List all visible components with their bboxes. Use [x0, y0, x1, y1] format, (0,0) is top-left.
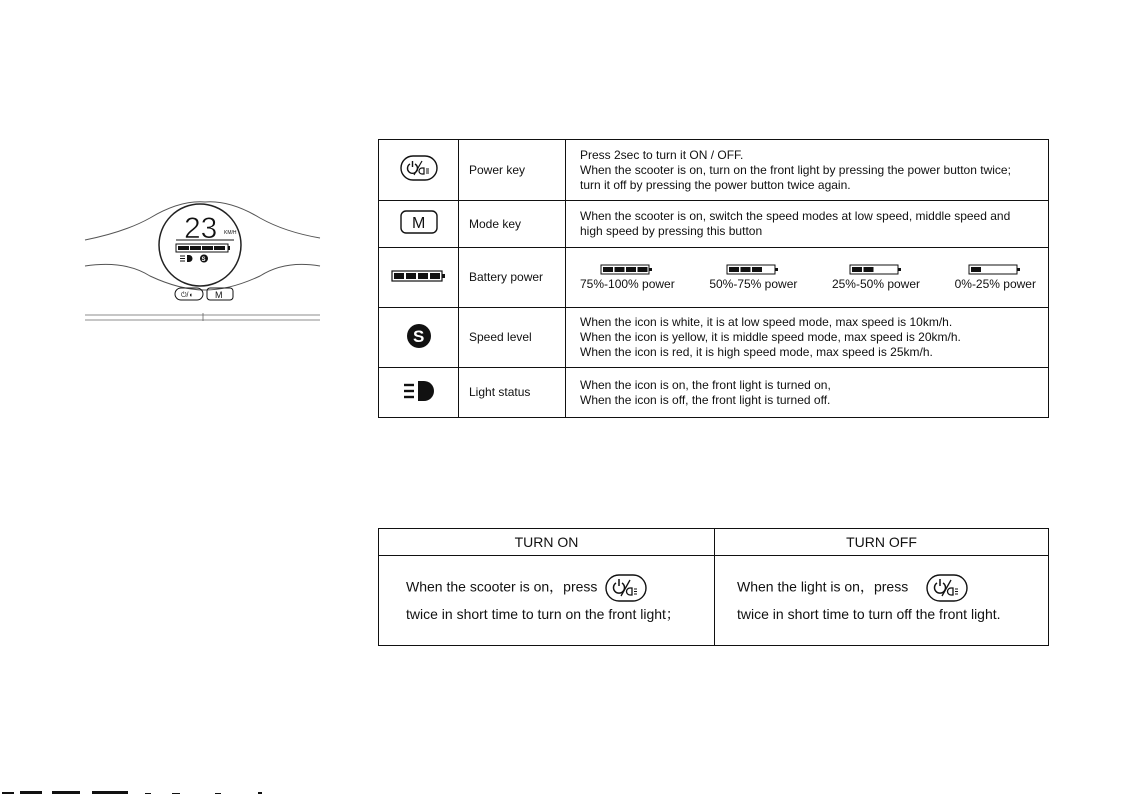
power-key-icon [605, 574, 647, 602]
function-desc-line: When the icon is red, it is high speed mode, max speed is 25km/h. [580, 345, 933, 359]
svg-text:S: S [412, 326, 424, 346]
function-row [379, 308, 1049, 368]
speed-level-icon [406, 323, 432, 349]
mode-key-icon [400, 210, 438, 234]
battery-levels [580, 264, 1042, 292]
light-status-icon [402, 380, 436, 402]
function-row [379, 201, 1049, 248]
function-row [379, 140, 1049, 201]
battery-level-item [709, 264, 797, 292]
function-table [378, 139, 1049, 418]
function-desc-line: When the icon is on, the front light is turned on, [580, 377, 831, 392]
function-desc-line: Press 2sec to turn it ON / OFF. [580, 147, 744, 162]
battery-three-quarter-icon [726, 264, 780, 275]
battery-level-label: 50%-75% power [709, 276, 798, 291]
speed-unit: KM/H [224, 230, 237, 236]
turn-on-header: TURN ON [379, 529, 715, 556]
page-bottom-marks [0, 789, 300, 795]
dash-speed-icon [200, 255, 208, 264]
function-desc-line: When the icon is white, it is at low speed mode, max speed is 10km/h. [580, 315, 953, 329]
function-row [379, 248, 1049, 308]
battery-level-label: 0%-25% power [954, 276, 1036, 291]
dash-battery-icon [176, 244, 230, 252]
function-desc-line: When the icon is yellow, it is middle speed mode, max speed is 20km/h. [580, 330, 961, 344]
svg-text:M: M [215, 290, 223, 300]
dash-light-icon [180, 255, 193, 262]
battery-full-icon [600, 264, 654, 275]
function-name: Mode key [459, 201, 566, 248]
turn-off-header: TURN OFF [715, 529, 1049, 556]
function-row [379, 368, 1049, 418]
function-name: Battery power [459, 248, 566, 308]
power-key-icon [400, 155, 438, 181]
battery-level-label: 75%-100% power [580, 276, 675, 291]
function-desc-line: When the scooter is on, turn on the front light by pressing the power button twice; [580, 162, 1011, 177]
battery-low-icon [968, 264, 1022, 275]
battery-level-item [832, 264, 920, 292]
power-key-icon [926, 574, 968, 602]
function-desc-line: When the icon is off, the front light is turned off. [580, 392, 831, 407]
turn-on-text-line2: twice in short time to turn on the front light； [406, 606, 680, 622]
speed-readout: 23 [184, 212, 218, 245]
svg-text:M: M [411, 215, 425, 232]
function-desc-line: When the scooter is on, switch the speed modes at low speed, middle speed and [580, 209, 1011, 223]
function-desc-line: turn it off by pressing the power button twice again. [580, 177, 851, 192]
turn-on-instructions [379, 556, 715, 646]
battery-level-label: 25%-50% power [831, 276, 921, 291]
battery-level-item [955, 264, 1036, 292]
battery-icon [391, 270, 447, 282]
function-name: Light status [459, 368, 566, 418]
function-desc-line: high speed by pressing this button [580, 224, 763, 238]
turn-off-text-line1: When the light is on，press [737, 578, 909, 595]
battery-level-item [580, 264, 675, 292]
light-instructions-table [378, 528, 1049, 646]
battery-half-icon [849, 264, 903, 275]
function-name: Speed level [459, 308, 566, 368]
function-name: Power key [459, 140, 566, 201]
turn-off-text-line2: twice in short time to turn off the front light. [737, 606, 1001, 622]
svg-text:S: S [201, 257, 206, 263]
dashboard-illustration [80, 190, 330, 330]
turn-on-text-line1: When the scooter is on，press [406, 578, 598, 595]
svg-text:⏻/◖: ⏻/◖ [181, 292, 193, 299]
turn-off-instructions [715, 556, 1049, 646]
